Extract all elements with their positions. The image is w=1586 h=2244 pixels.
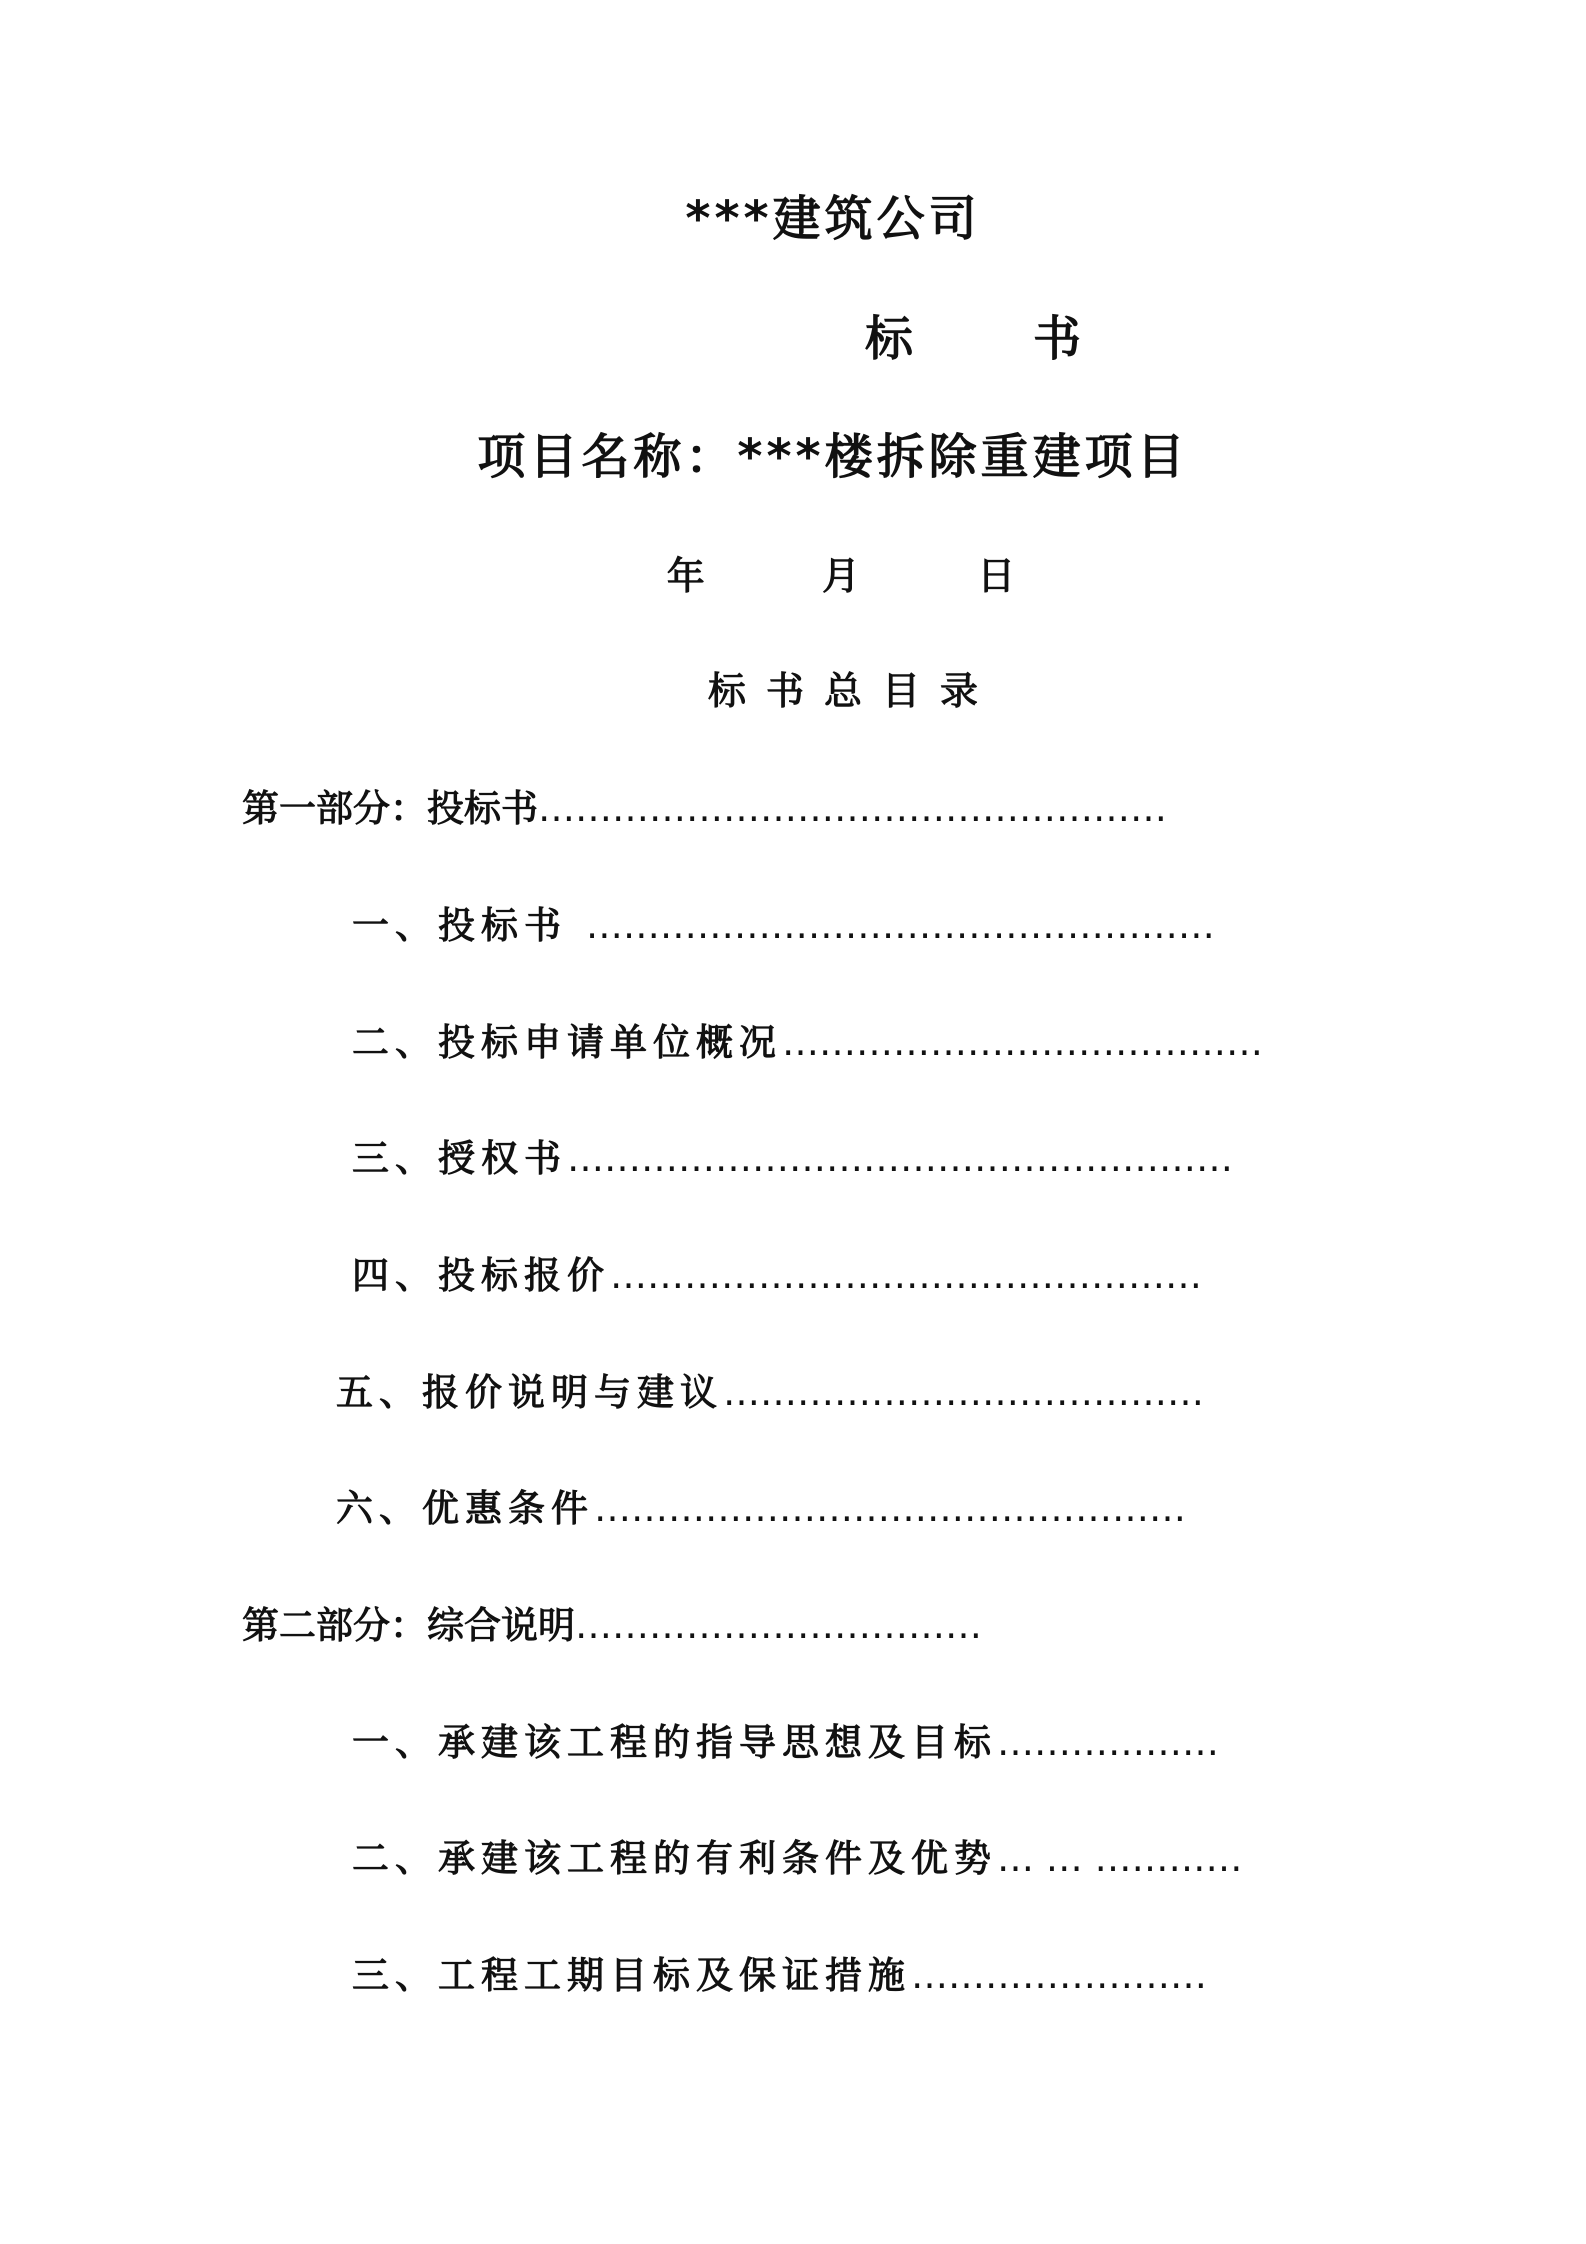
date-line [0,545,1586,600]
toc-leader-dots: ……………… [997,1721,1219,1764]
toc-leader-dots: …………………………………………… [585,904,1215,947]
toc-item-2-1[interactable] [352,1712,1219,1766]
toc-item-1-4[interactable] [352,1245,1202,1299]
toc-item-label: 二、承建该工程的有利条件及优势 [352,1837,997,1880]
toc-item-label: 三、工程工期目标及保证措施 [352,1954,911,1997]
toc-item-1-5[interactable] [336,1362,1204,1416]
toc-item-1-1[interactable] [352,895,1215,949]
toc-item-label: 四、投标报价 [352,1254,610,1297]
toc-item-label: 一、承建该工程的指导思想及目标 [352,1721,997,1764]
toc-item-label: 一、投标书 [352,904,586,947]
toc-item-label: 六、优惠条件 [336,1487,594,1530]
toc-item-1-2[interactable] [352,1012,1263,1066]
toc-item-1-6[interactable] [336,1478,1186,1532]
toc-leader-dots: …………………… [911,1954,1207,1997]
toc-part-1-label: 第一部分：投标书 [242,787,538,830]
toc-part-2-label: 第二部分：综合说明 [242,1604,575,1647]
toc-leader-dots: ……………………………………………… [567,1137,1233,1180]
toc-part-2[interactable] [242,1595,982,1649]
company-name: ***建筑公司 [685,191,981,247]
toc-leader-dots: ………………………………………… [594,1487,1186,1530]
date-month: 月 [821,554,860,598]
toc-leader-dots: …………………………… [575,1604,982,1647]
toc-leader-dots: … … ………… [997,1837,1243,1880]
toc-item-2-2[interactable] [352,1828,1243,1882]
document-title: 标书 [864,311,1201,367]
toc-item-1-3[interactable] [352,1128,1233,1182]
toc-part-1[interactable] [242,778,1167,832]
toc-item-label: 二、投标申请单位概况 [352,1021,782,1064]
toc-item-label: 三、授权书 [352,1137,567,1180]
toc-item-2-3[interactable] [352,1945,1207,1999]
toc-title: 标书总目录 [707,669,998,713]
toc-item-label: 五、报价说明与建议 [336,1371,723,1414]
toc-leader-dots: ………………………………… [723,1371,1204,1414]
toc-leader-dots: …………………………………………… [538,787,1167,830]
toc-leader-dots: ………………………………………… [610,1254,1202,1297]
project-name: 项目名称：***楼拆除重建项目 [477,429,1189,485]
date-year: 年 [666,554,705,598]
date-day: 日 [977,554,1016,598]
toc-leader-dots: ………………………………… [782,1021,1263,1064]
